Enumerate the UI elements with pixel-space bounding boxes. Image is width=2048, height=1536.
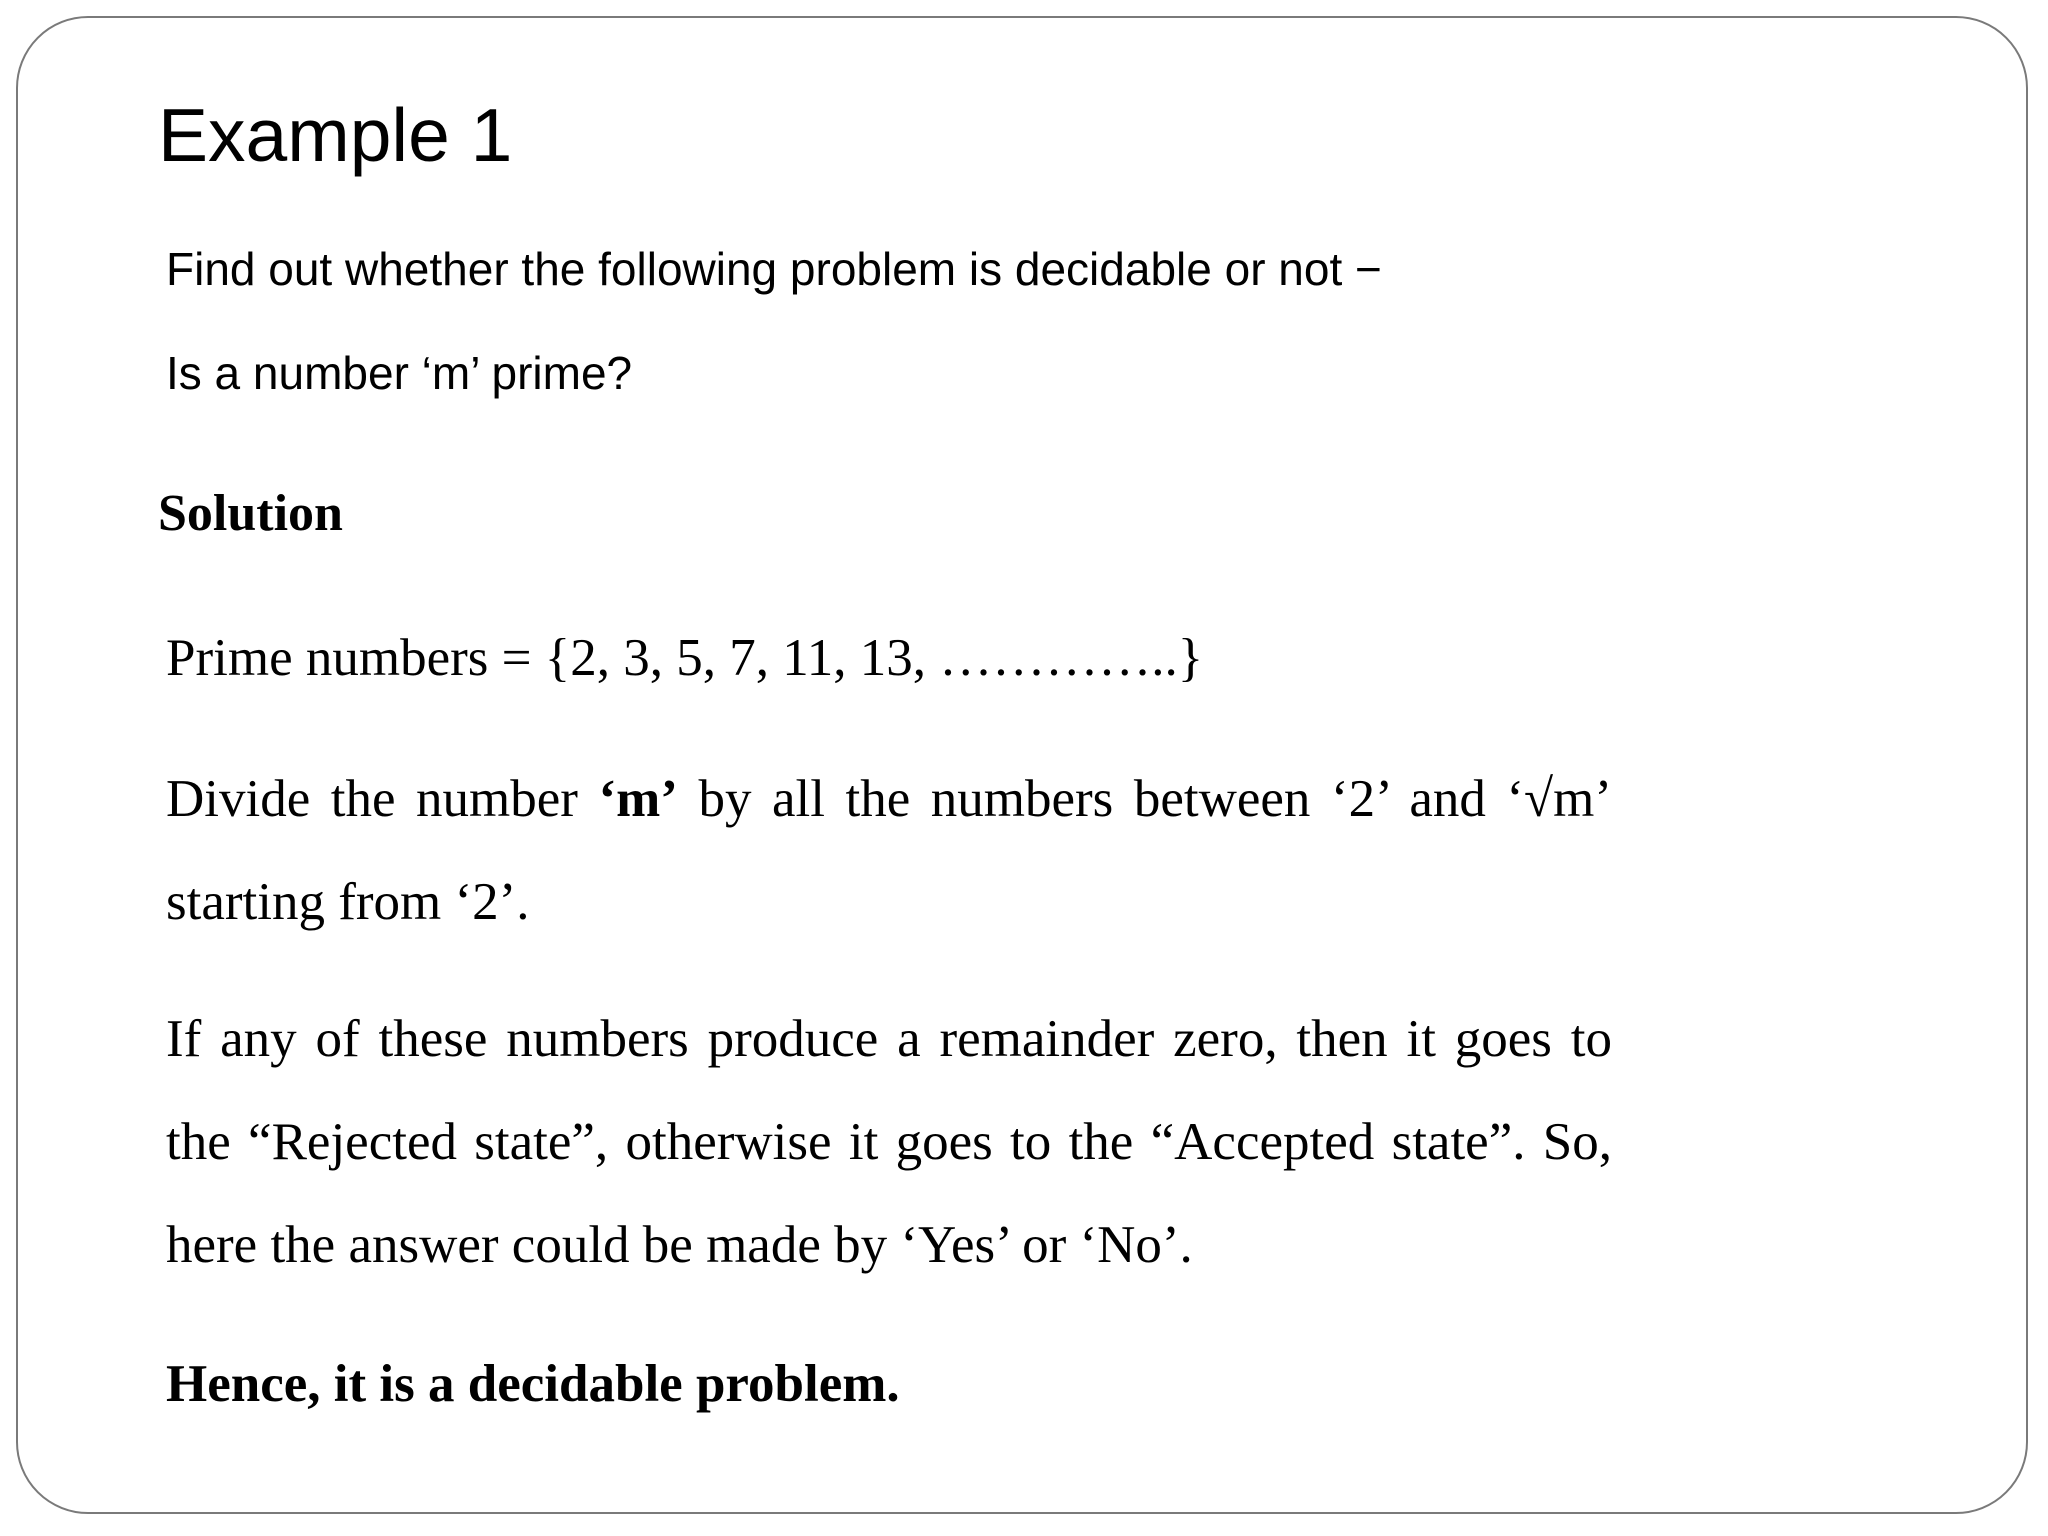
divide-text-before: Divide the number bbox=[166, 770, 599, 828]
question-line-1: Find out whether the following problem is decidable or not − bbox=[166, 243, 1382, 295]
conclusion-statement: Hence, it is a decidable problem. bbox=[166, 1355, 900, 1413]
variable-m: ‘m’ bbox=[598, 770, 678, 828]
slide-title: Example 1 bbox=[158, 93, 513, 177]
solution-heading: Solution bbox=[158, 485, 343, 542]
remainder-paragraph: If any of these numbers produce a remainder zero, then it goes to the “Rejected state”, otherwise it goes to the “Accepted state”. So, here the answer could be made by ‘Yes’ or ‘No’. bbox=[166, 1010, 1612, 1274]
divide-text-after: by all the numbers between ‘2’ and ‘√m’ starting from ‘2’. bbox=[166, 770, 1612, 931]
slide-frame bbox=[16, 16, 2028, 1514]
prime-numbers-set: Prime numbers = {2, 3, 5, 7, 11, 13, …………..} bbox=[166, 629, 1204, 687]
question-line-2: Is a number ‘m’ prime? bbox=[166, 347, 633, 399]
divide-paragraph bbox=[166, 748, 1612, 954]
